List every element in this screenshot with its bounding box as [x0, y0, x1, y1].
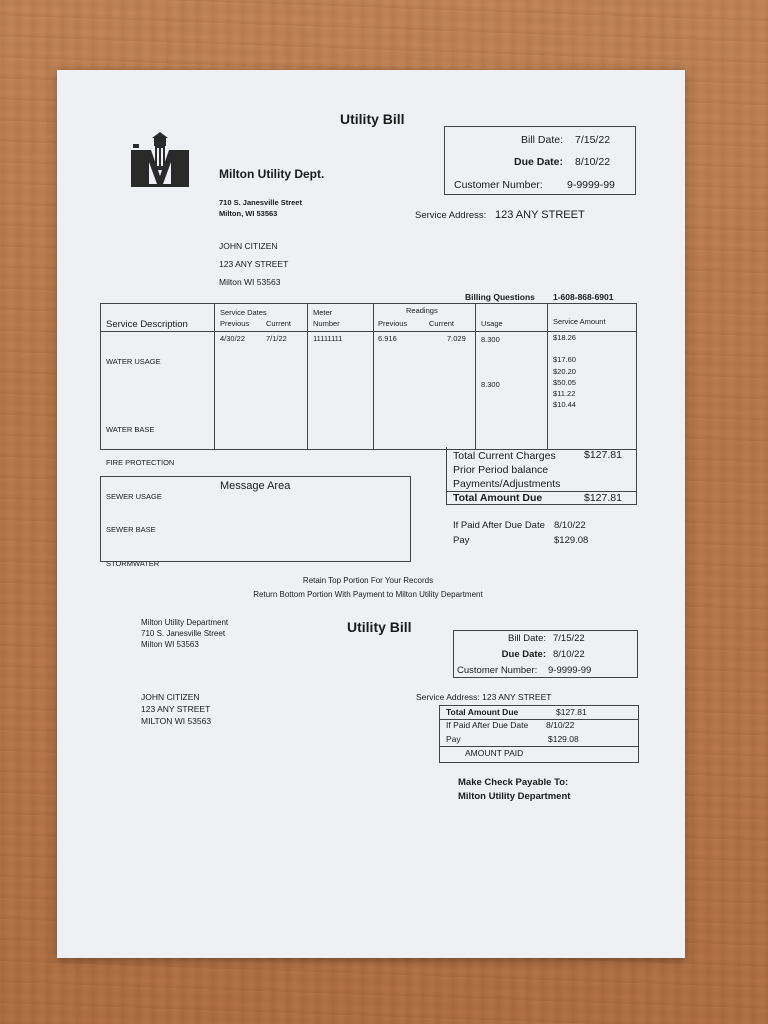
customer-number-label: Customer Number:	[454, 179, 543, 191]
retain-instruction: Retain Top Portion For Your Records	[302, 576, 434, 585]
payments-adjustments-label: Payments/Adjustments	[453, 478, 561, 490]
billing-questions-label: Billing Questions	[465, 292, 535, 302]
return-instruction: Return Bottom Portion With Payment to Milton Utility Department	[253, 590, 483, 599]
meter-number-value: 11111111	[313, 334, 343, 343]
check-payable-line2: Milton Utility Department	[458, 791, 571, 802]
total-amount-due-label: Total Amount Due	[453, 492, 543, 504]
table-row-usage: 8.300	[481, 379, 500, 389]
table-row-amount: $50.05	[553, 377, 576, 387]
date-previous-value: 4/30/22	[220, 334, 246, 343]
header-meter-number: Number	[313, 319, 340, 328]
stub-total-amount-due-label: Total Amount Due	[446, 707, 519, 717]
reading-previous-value: 6.916	[378, 334, 397, 343]
pay-amount: $129.08	[554, 535, 589, 546]
milton-logo-icon	[131, 132, 189, 188]
stub-due-date-label: Due Date:	[501, 649, 546, 660]
header-readings: Readings	[406, 306, 438, 315]
stub-org-address-line2: Milton WI 53563	[141, 640, 199, 649]
usage-list	[481, 334, 500, 390]
reading-current-value: 7.029	[447, 334, 466, 343]
bill-date-label: Bill Date:	[520, 134, 563, 146]
header-service-dates: Service Dates	[220, 308, 267, 317]
check-payable-line1: Make Check Payable To:	[458, 777, 569, 788]
table-row-amount: $17.60	[553, 355, 576, 365]
org-address-line1: 710 S. Janesville Street	[219, 198, 302, 207]
due-date-label: Due Date:	[513, 156, 563, 168]
service-address-label: Service Address:	[415, 210, 487, 221]
bill-paper	[57, 70, 685, 958]
table-row-amount: $18.26	[553, 333, 576, 342]
header-service-description: Service Description	[106, 319, 188, 330]
stub-amount-paid-label: AMOUNT PAID	[465, 748, 524, 758]
header-usage: Usage	[481, 319, 503, 328]
table-row-amount: $20.20	[553, 366, 576, 376]
table-row-description: SEWER USAGE	[106, 491, 162, 501]
header-readings-current: Current	[429, 319, 455, 328]
total-current-charges-value: $127.81	[584, 449, 622, 461]
stub-org-address-line1: 710 S. Janesville Street	[141, 629, 226, 638]
header-date-previous: Previous	[220, 319, 250, 328]
customer-address-line1: 123 ANY STREET	[219, 259, 289, 269]
stub-if-paid-after-date: 8/10/22	[546, 720, 575, 730]
pay-label: Pay	[453, 535, 470, 546]
billing-questions-phone: 1-608-868-6901	[553, 292, 614, 302]
service-address-value: 123 ANY STREET	[495, 209, 585, 221]
table-row-description: WATER BASE	[106, 424, 155, 434]
due-date-value: 8/10/22	[575, 156, 611, 168]
table-row-description: WATER USAGE	[106, 357, 161, 367]
date-current-value: 7/1/22	[266, 334, 287, 343]
message-area-box	[100, 476, 411, 562]
total-amount-due-value: $127.81	[584, 492, 622, 504]
stub-payment-box	[439, 705, 639, 763]
bill-date-value: 7/15/22	[575, 134, 611, 146]
org-address-line2: Milton, WI 53563	[219, 209, 278, 218]
stub-pay-amount: $129.08	[548, 734, 579, 744]
stub-customer-name: JOHN CITIZEN	[141, 692, 200, 702]
header-meter: Meter	[313, 308, 333, 317]
stub-due-date-value: 8/10/22	[553, 649, 585, 660]
stub-bill-date-label: Bill Date:	[507, 633, 546, 644]
stub-pay-label: Pay	[446, 734, 461, 744]
amount-list	[553, 332, 576, 410]
stub-service-address: Service Address: 123 ANY STREET	[416, 692, 552, 702]
table-row-description: SEWER BASE	[106, 525, 156, 535]
table-row-description: STORMWATER	[106, 559, 160, 569]
stub-customer-number-value: 9-9999-99	[548, 665, 592, 676]
customer-name: JOHN CITIZEN	[219, 241, 278, 251]
table-row-usage: 8.300	[481, 335, 500, 344]
totals-box	[446, 447, 637, 505]
message-area-label: Message Area	[220, 480, 291, 492]
stub-customer-address-line1: 123 ANY STREET	[141, 704, 211, 714]
total-current-charges-label: Total Current Charges	[453, 450, 556, 462]
customer-number-value: 9-9999-99	[567, 179, 615, 191]
table-row-amount: $11.22	[553, 389, 576, 399]
org-name: Milton Utility Dept.	[219, 167, 325, 181]
table-row-description	[106, 390, 174, 401]
table-row-description: FIRE PROTECTION	[106, 458, 175, 468]
stub-bill-date-value: 7/15/22	[553, 633, 585, 644]
bill-info-box	[444, 126, 636, 195]
header-date-current: Current	[266, 319, 292, 328]
stub-info-box	[453, 630, 638, 678]
if-paid-after-label: If Paid After Due Date	[453, 520, 545, 531]
customer-address-line2: Milton WI 53563	[219, 277, 281, 287]
table-row-amount: $10.44	[553, 400, 576, 410]
bill-title: Utility Bill	[340, 111, 405, 127]
header-readings-previous: Previous	[378, 319, 408, 328]
stub-customer-address-line2: MILTON WI 53563	[141, 716, 212, 726]
stub-org-name: Milton Utility Department	[141, 618, 229, 627]
stub-customer-number-label: Customer Number:	[457, 665, 538, 676]
stub-title: Utility Bill	[347, 619, 412, 635]
prior-period-label: Prior Period balance	[453, 464, 549, 476]
stub-total-amount-due-value: $127.81	[556, 707, 587, 717]
header-service-amount: Service Amount	[553, 317, 606, 326]
stub-if-paid-after-label: If Paid After Due Date	[446, 720, 529, 730]
if-paid-after-date: 8/10/22	[554, 520, 586, 531]
